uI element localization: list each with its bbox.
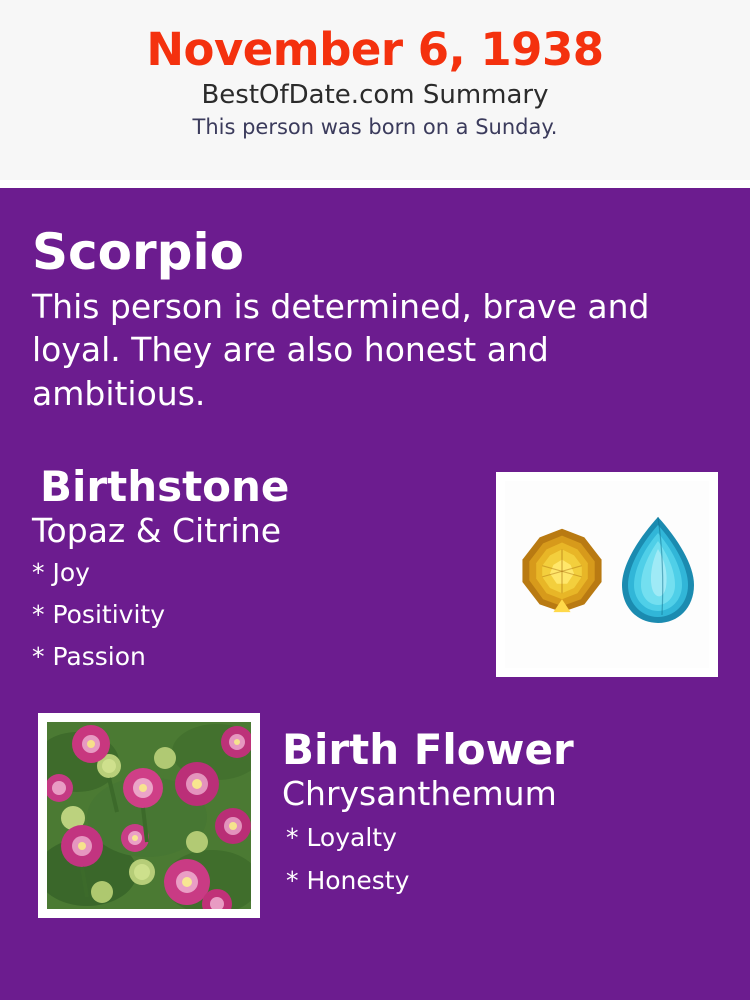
birth-day-note: This person was born on a Sunday. xyxy=(192,114,558,139)
site-name: BestOfDate.com Summary xyxy=(201,80,549,111)
birthstone-image xyxy=(505,481,709,668)
zodiac-sign-name: Scorpio xyxy=(32,223,244,281)
details-panel xyxy=(0,188,750,1000)
birth-flower-section xyxy=(32,713,718,928)
birth-flower-image xyxy=(47,722,251,909)
zodiac-description: This person is determined, brave and loyal. They are also honest and ambitious. xyxy=(32,286,650,414)
birthstone-trait: * Joy xyxy=(32,558,90,588)
birth-flower-image-frame xyxy=(38,713,260,918)
citrine-gem-icon xyxy=(519,527,605,613)
birthstone-image-frame xyxy=(496,472,718,677)
chrysanthemum-illustration-icon xyxy=(47,722,251,909)
birthstone-name: Topaz & Citrine xyxy=(32,511,282,551)
birthstone-title: Birthstone xyxy=(40,462,290,512)
birth-flower-trait: * Honesty xyxy=(286,866,410,896)
birth-flower-title: Birth Flower xyxy=(282,725,574,775)
birthstone-text xyxy=(32,462,472,672)
birth-flower-text xyxy=(282,713,718,896)
birthstone-trait: * Passion xyxy=(32,642,146,672)
header xyxy=(0,0,750,180)
birthstone-section xyxy=(32,464,718,679)
birthstone-trait: * Positivity xyxy=(32,600,165,630)
birth-flower-trait: * Loyalty xyxy=(286,823,397,853)
topaz-gem-icon xyxy=(617,515,699,625)
page-title: November 6, 1938 xyxy=(146,23,604,76)
birth-flower-name: Chrysanthemum xyxy=(282,774,557,814)
